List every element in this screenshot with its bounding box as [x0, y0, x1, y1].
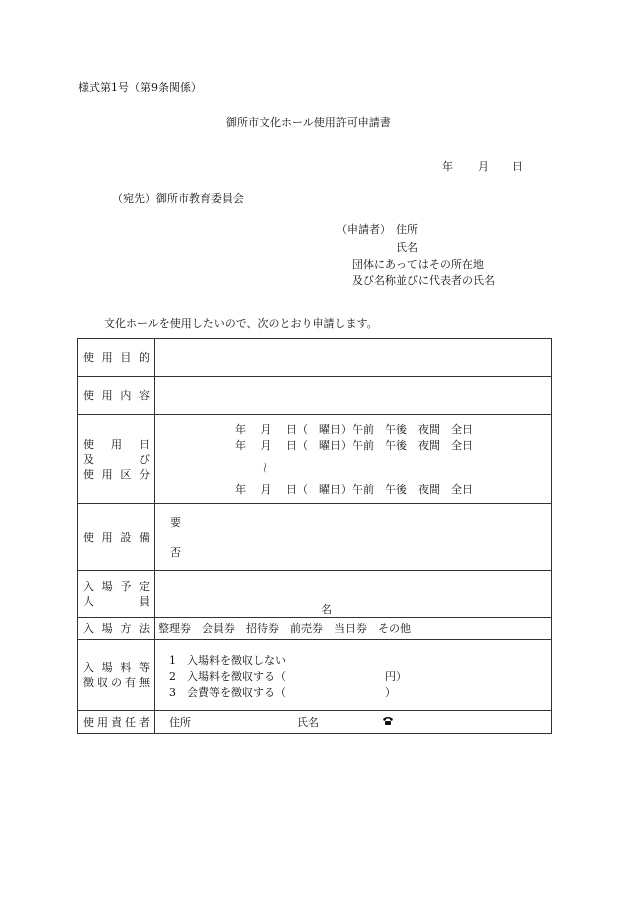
date-line-3: 年 月 日（ 曜日）午前 午後 夜間 全日	[235, 483, 473, 496]
date-field[interactable]	[155, 415, 552, 504]
responsible-field[interactable]	[155, 711, 552, 734]
entry-method-field[interactable]	[155, 618, 552, 640]
attendance-label: 入 場 予 定 人 員	[78, 571, 155, 618]
addressee: （宛先）御所市教育委員会	[112, 192, 244, 205]
equipment-label: 使 用 設 備	[78, 504, 155, 571]
org-note-2: 及び名称並びに代表者の氏名	[352, 274, 495, 287]
entry-method-label: 入 場 方 法	[78, 618, 155, 640]
date-line-2: 年 月 日（ 曜日）午前 午後 夜間 全日	[235, 439, 473, 452]
content-field[interactable]	[155, 377, 552, 415]
fee-option-2: 2 入場料を徴収する（ 円）	[169, 670, 407, 683]
date-year: 年	[442, 160, 453, 173]
responsible-name: 氏名	[297, 716, 319, 729]
fee-option-1: 1 入場料を徴収しない	[169, 654, 286, 667]
date-line-1: 年 月 日（ 曜日）午前 午後 夜間 全日	[235, 423, 473, 436]
responsible-address: 住所	[169, 716, 191, 729]
date-tilde: 〜	[258, 462, 271, 473]
date-month: 月	[478, 160, 489, 173]
equipment-field[interactable]	[155, 504, 552, 571]
intro-text: 文化ホールを使用したいので、次のとおり申請します。	[104, 317, 378, 330]
row-responsible	[78, 711, 552, 734]
entry-methods: 整理券 会員券 招待券 前売券 当日券 その他	[158, 622, 411, 635]
row-purpose	[78, 339, 552, 377]
fee-option-3: 3 会費等を徴収する（ ）	[169, 686, 396, 699]
org-note-1: 団体にあってはその所在地	[352, 258, 484, 271]
purpose-label: 使 用 目 的	[78, 339, 155, 377]
equipment-yes: 要	[170, 516, 181, 529]
name-label: 氏名	[396, 241, 418, 254]
row-entry-method	[78, 618, 552, 640]
row-fee	[78, 640, 552, 711]
responsible-label: 使 用 責 任 者	[78, 711, 155, 734]
form-number: 様式第1号（第9条関係）	[78, 81, 202, 94]
attendance-field[interactable]	[155, 571, 552, 618]
phone-icon	[382, 716, 394, 728]
row-content	[78, 377, 552, 415]
purpose-field[interactable]	[155, 339, 552, 377]
address-label: 住所	[396, 223, 418, 236]
content-label: 使 用 内 容	[78, 377, 155, 415]
row-attendance	[78, 571, 552, 618]
date-label: 使 用 日 及 び 使 用 区 分	[78, 415, 155, 504]
application-form-table	[77, 338, 552, 734]
row-date	[78, 415, 552, 504]
fee-field[interactable]	[155, 640, 552, 711]
applicant-label: （申請者）	[336, 223, 391, 236]
fee-label: 入 場 料 等 徴 収 の 有 無	[78, 640, 155, 711]
attendance-unit: 名	[321, 603, 332, 616]
row-equipment	[78, 504, 552, 571]
date-day: 日	[512, 160, 523, 173]
equipment-no: 否	[170, 546, 181, 559]
page-title: 御所市文化ホール使用許可申請書	[226, 116, 391, 129]
